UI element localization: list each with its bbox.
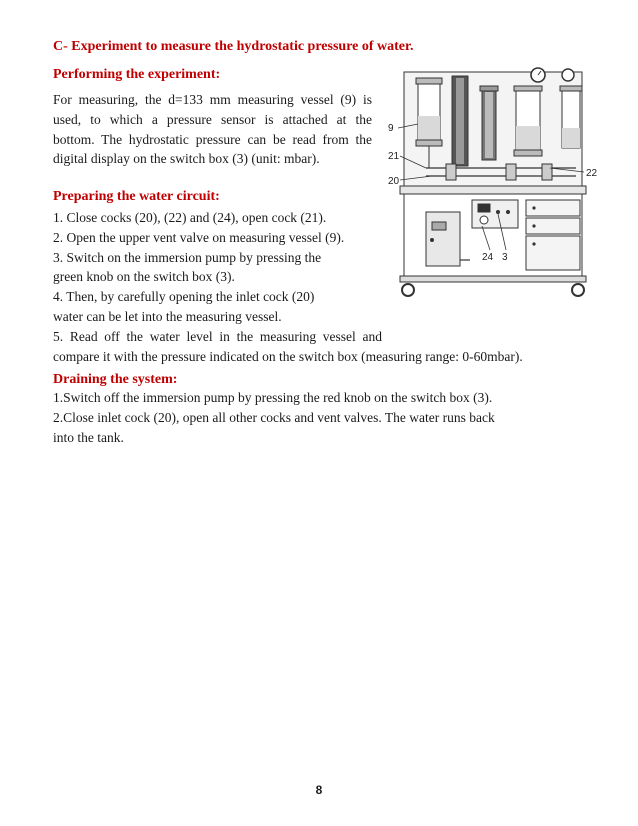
- text-line: digital display on the switch box (3) (unit: mbar).: [53, 151, 320, 167]
- list-item: 2. Open the upper vent valve on measuring vessel (9).: [53, 229, 345, 245]
- apparatus-figure: [386, 64, 604, 302]
- label-20: 20: [388, 176, 400, 187]
- list-item: 5. Read off the water level in the measuring vessel and: [53, 328, 382, 344]
- list-item: compare it with the pressure indicated on the switch box (measuring range: 0-60mbar).: [53, 348, 523, 364]
- text-line: used, to which a pressure sensor is attached at the: [53, 111, 372, 127]
- label-22: 22: [586, 168, 598, 179]
- label-9: 9: [388, 123, 394, 134]
- list-item: 1. Close cocks (20), (22) and (24), open cock (21).: [53, 210, 327, 225]
- section-title: C- Experiment to measure the hydrostatic pressure of water.: [53, 39, 414, 54]
- label-24: 24: [482, 252, 494, 263]
- label-3: 3: [502, 252, 508, 263]
- text-line: For measuring, the d=133 mm measuring vessel (9) is: [53, 92, 372, 107]
- list-item: 1.Switch off the immersion pump by pressing the red knob on the switch box (3).: [53, 390, 493, 405]
- preparing-heading: Preparing the water circuit:: [53, 189, 220, 204]
- page-number: 8: [315, 783, 323, 797]
- draining-heading: Draining the system:: [53, 372, 178, 387]
- text-line: bottom. The hydrostatic pressure can be read from the: [53, 131, 372, 147]
- performing-heading: Performing the experiment:: [53, 67, 221, 82]
- list-item: into the tank.: [53, 429, 124, 445]
- list-item: 4. Then, by carefully opening the inlet cock (20): [53, 289, 315, 305]
- label-21: 21: [388, 151, 400, 162]
- list-item: water can be let into the measuring vessel.: [53, 308, 282, 324]
- list-item: green knob on the switch box (3).: [53, 269, 235, 285]
- list-item: 2.Close inlet cock (20), open all other cocks and vent valves. The water runs back: [53, 409, 495, 425]
- draining-list: [53, 388, 495, 447]
- list-item: 3. Switch on the immersion pump by pressing the: [53, 249, 322, 265]
- performing-paragraph: [53, 90, 372, 169]
